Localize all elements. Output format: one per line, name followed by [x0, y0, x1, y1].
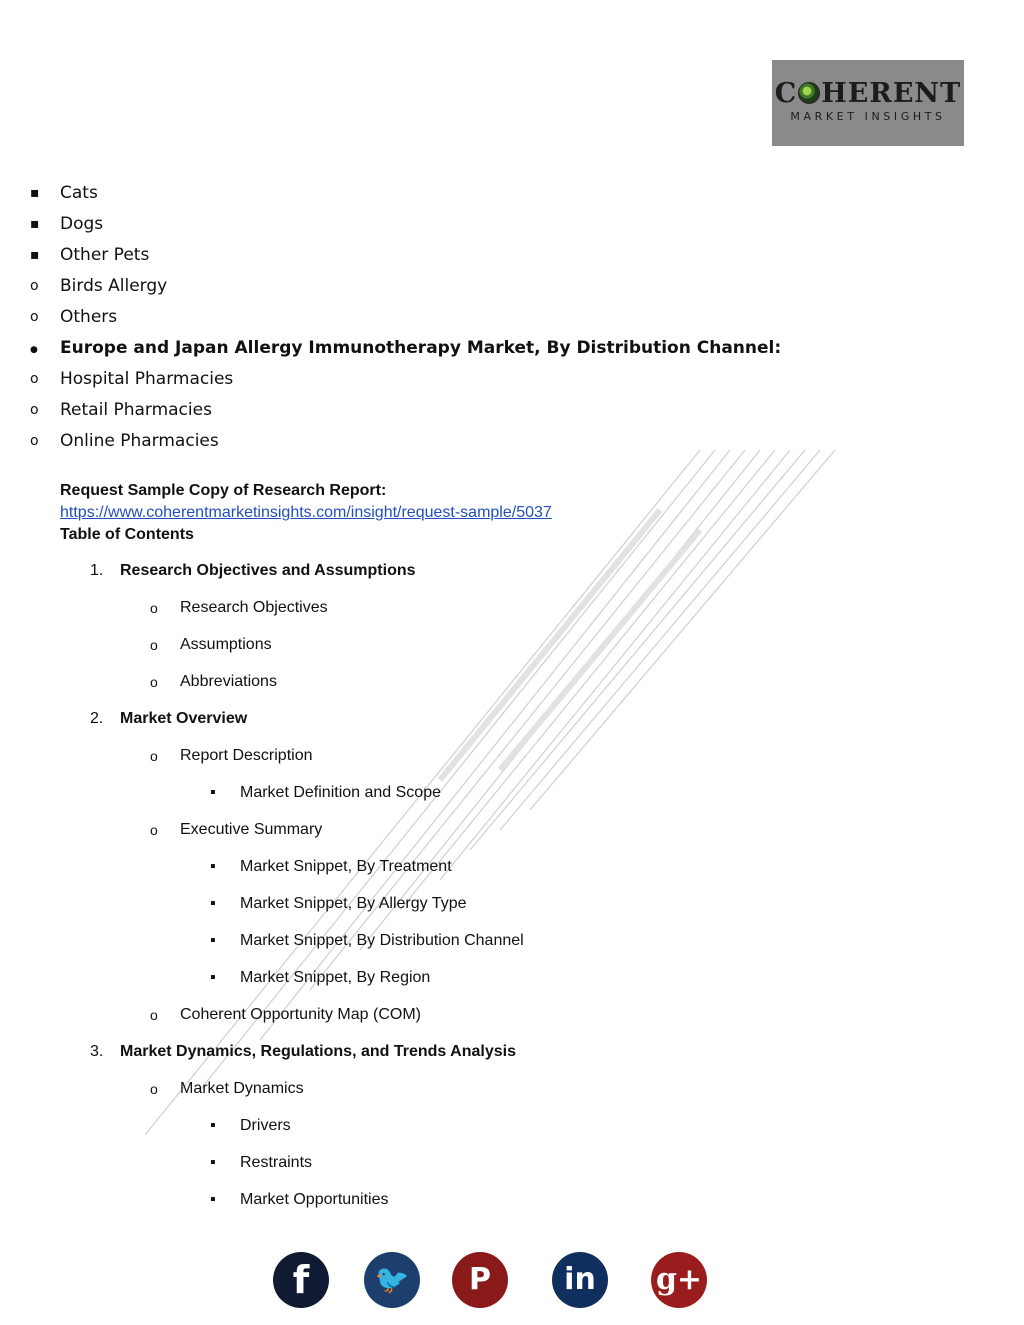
company-logo: [772, 60, 964, 146]
toc-marker: ▪: [210, 895, 216, 912]
toc-marker: ▪: [210, 932, 216, 949]
square-bullet-icon: [30, 214, 40, 234]
toc-marker: o: [150, 637, 158, 653]
toc-item: Abbreviations: [180, 673, 277, 690]
list-item: Other Pets: [60, 245, 150, 265]
toc-item: Market Definition and Scope: [240, 784, 441, 801]
list-item: Europe and Japan Allergy Immunotherapy Market, By Distribution Channel:: [60, 338, 782, 358]
logo-wordmark: C HERENT: [774, 78, 962, 109]
toc-marker: ▪: [210, 969, 216, 986]
logo-subtitle: MARKET INSIGHTS: [790, 110, 946, 123]
toc-marker: 2.: [90, 710, 104, 727]
toc-item: Market Dynamics, Regulations, and Trends Analysis: [120, 1043, 516, 1060]
toc-marker: o: [150, 822, 158, 838]
toc-marker: ▪: [210, 1154, 216, 1171]
toc-marker: ▪: [210, 858, 216, 875]
toc-item: Market Snippet, By Region: [240, 969, 431, 986]
request-sample-link[interactable]: https://www.coherentmarketinsights.com/insight/request-sample/5037: [60, 504, 552, 521]
toc-item: Report Description: [180, 747, 313, 764]
toc-item: Coherent Opportunity Map (COM): [180, 1006, 421, 1023]
square-bullet-icon: [30, 245, 40, 265]
list-item: Hospital Pharmacies: [60, 369, 234, 389]
toc-item: Market Snippet, By Allergy Type: [240, 895, 467, 912]
toc-item: Assumptions: [180, 636, 272, 653]
toc-item: Market Opportunities: [240, 1191, 389, 1208]
circle-bullet-icon: [30, 276, 39, 296]
list-item: Others: [60, 307, 118, 327]
circle-bullet-icon: [30, 400, 39, 420]
square-bullet-icon: [30, 183, 40, 203]
circle-bullet-icon: [30, 431, 39, 451]
toc-marker: o: [150, 674, 158, 690]
toc-item: Research Objectives: [180, 599, 328, 616]
request-sample-label: Request Sample Copy of Research Report:: [60, 482, 387, 499]
facebook-icon[interactable]: f: [273, 1252, 329, 1308]
toc-item: Market Overview: [120, 710, 248, 727]
toc-item: Market Snippet, By Treatment: [240, 858, 452, 875]
twitter-icon[interactable]: 🐦: [364, 1252, 420, 1308]
toc-marker: o: [150, 1081, 158, 1097]
toc-item: Market Snippet, By Distribution Channel: [240, 932, 524, 949]
toc-marker: ▪: [210, 1191, 216, 1208]
list-item: Online Pharmacies: [60, 431, 219, 451]
circle-bullet-icon: [30, 307, 39, 327]
google-plus-icon[interactable]: g+: [651, 1252, 707, 1308]
toc-item: Restraints: [240, 1154, 313, 1171]
globe-icon: [798, 82, 820, 104]
list-item: Cats: [60, 183, 98, 203]
linkedin-icon[interactable]: in: [552, 1252, 608, 1308]
toc-marker: 3.: [90, 1043, 104, 1060]
toc-item: Research Objectives and Assumptions: [120, 562, 416, 579]
list-item: Dogs: [60, 214, 104, 234]
toc-marker: 1.: [90, 562, 104, 579]
toc-marker: o: [150, 748, 158, 764]
toc-item: Market Dynamics: [180, 1080, 304, 1097]
toc-marker: ▪: [210, 784, 216, 801]
toc-marker: ▪: [210, 1117, 216, 1134]
list-item: Retail Pharmacies: [60, 400, 212, 420]
toc-marker: o: [150, 1007, 158, 1023]
toc-title: Table of Contents: [60, 526, 194, 543]
toc-marker: o: [150, 600, 158, 616]
disc-bullet-icon: [30, 338, 38, 360]
pinterest-icon[interactable]: P: [452, 1252, 508, 1308]
toc-item: Drivers: [240, 1117, 291, 1134]
list-item: Birds Allergy: [60, 276, 168, 296]
toc-item: Executive Summary: [180, 821, 323, 838]
circle-bullet-icon: [30, 369, 39, 389]
